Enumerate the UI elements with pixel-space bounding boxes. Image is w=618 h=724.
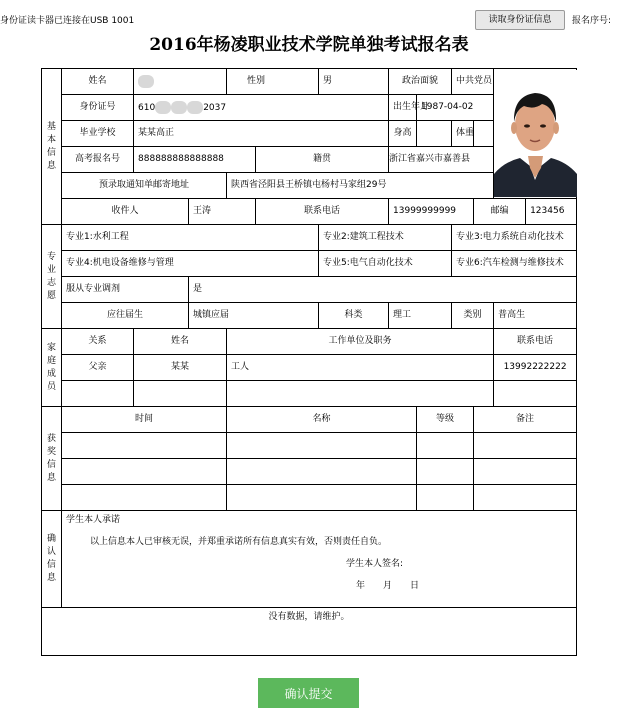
politics-label: 政治面貌 — [389, 69, 452, 95]
award-row — [42, 433, 577, 459]
device-status-text: 身份证读卡器已连接在USB 1001 — [0, 16, 135, 26]
award-name[interactable] — [227, 485, 417, 511]
mailing-address-value[interactable]: 陕西省泾阳县王桥镇屯杨村马家组29号 — [227, 173, 494, 199]
award-time[interactable] — [62, 485, 227, 511]
commitment-heading: 学生本人承诺 — [66, 515, 121, 525]
major-2[interactable]: 专业2:建筑工程技术 — [319, 225, 452, 251]
school-value[interactable]: 某某高正 — [134, 121, 389, 147]
gender-label: 性别 — [227, 69, 319, 95]
id-number-value[interactable]: 610 2037 — [134, 95, 389, 121]
family-workplace[interactable] — [227, 381, 494, 407]
family-name[interactable]: 某某 — [134, 355, 227, 381]
postcode-value[interactable]: 123456 — [526, 199, 577, 225]
height-label: 身高 — [389, 121, 417, 147]
gender-value[interactable]: 男 — [319, 69, 389, 95]
read-id-card-button[interactable]: 读取身份证信息 — [475, 10, 565, 30]
family-header-relation: 关系 — [62, 329, 134, 355]
subject-type-value[interactable]: 理工 — [389, 303, 452, 329]
height-value[interactable] — [417, 121, 452, 147]
major-6[interactable]: 专业6:汽车检测与维修技术 — [452, 251, 577, 277]
family-header-workplace: 工作单位及职务 — [227, 329, 494, 355]
awards-header-time: 时间 — [62, 407, 227, 433]
awards-header-name: 名称 — [227, 407, 417, 433]
major-5[interactable]: 专业5:电气自动化技术 — [319, 251, 452, 277]
report-number-label: 报名序号: — [572, 16, 612, 26]
awards-header-remark: 备注 — [474, 407, 577, 433]
confirm-submit-button[interactable]: 确认提交 — [258, 678, 359, 708]
student-photo-image — [494, 70, 577, 197]
native-place-value[interactable]: 浙江省嘉兴市嘉善县 — [389, 147, 494, 173]
student-category-value[interactable]: 普高生 — [494, 303, 577, 329]
receiver-label: 收件人 — [62, 199, 189, 225]
section-awards: 获奖信息 — [42, 407, 62, 511]
major-adjust-label: 服从专业调剂 — [62, 277, 189, 303]
fresh-graduate-value[interactable]: 城镇应届 — [189, 303, 319, 329]
major-4[interactable]: 专业4:机电设备维修与管理 — [62, 251, 319, 277]
subject-type-label: 科类 — [319, 303, 389, 329]
signature-date: 年 月 日 — [356, 581, 420, 591]
name-label: 姓名 — [62, 69, 134, 95]
family-header-phone: 联系电话 — [494, 329, 577, 355]
section-major-choice: 专业志愿 — [42, 225, 62, 329]
award-time[interactable] — [62, 459, 227, 485]
section-confirmation: 确认信息 — [42, 511, 62, 608]
family-relation[interactable] — [62, 381, 134, 407]
award-level[interactable] — [417, 433, 474, 459]
contact-phone-value[interactable]: 13999999999 — [389, 199, 474, 225]
exam-number-value[interactable]: 888888888888888 — [134, 147, 256, 173]
section-family-members: 家庭成员 — [42, 329, 62, 407]
registration-form — [41, 68, 577, 656]
award-level[interactable] — [417, 459, 474, 485]
family-phone[interactable]: 13992222222 — [494, 355, 577, 381]
id-photo — [494, 69, 577, 199]
award-row — [42, 459, 577, 485]
native-place-label: 籍贯 — [256, 147, 389, 173]
weight-value[interactable] — [474, 121, 494, 147]
award-remark[interactable] — [474, 433, 577, 459]
fresh-graduate-label: 应往届生 — [62, 303, 189, 329]
id-redaction-3 — [187, 101, 203, 114]
award-remark[interactable] — [474, 485, 577, 511]
commitment-statement: 以上信息本人已审核无误，并郑重承诺所有信息真实有效，否则责任自负。 — [90, 537, 388, 547]
family-phone[interactable] — [494, 381, 577, 407]
postcode-label: 邮编 — [474, 199, 526, 225]
confirmation-block — [62, 511, 577, 608]
id-redaction-2 — [171, 101, 187, 114]
family-name[interactable] — [134, 381, 227, 407]
exam-number-label: 高考报名号 — [62, 147, 134, 173]
receiver-value[interactable]: 王涛 — [189, 199, 256, 225]
school-label: 毕业学校 — [62, 121, 134, 147]
award-level[interactable] — [417, 485, 474, 511]
mailing-address-label: 预录取通知单邮寄地址 — [62, 173, 227, 199]
no-data-notice: 没有数据，请维护。 — [42, 608, 577, 656]
section-basic-info: 基本信息 — [42, 69, 62, 225]
name-redaction — [138, 75, 154, 88]
signature-label: 学生本人签名: — [346, 559, 404, 569]
id-number-label: 身份证号 — [62, 95, 134, 121]
politics-value[interactable]: 中共党员 — [452, 69, 494, 95]
family-workplace[interactable]: 工人 — [227, 355, 494, 381]
major-adjust-value[interactable]: 是 — [189, 277, 577, 303]
family-row — [42, 381, 577, 407]
awards-header-level: 等级 — [417, 407, 474, 433]
birth-value[interactable]: 1987-04-02 — [417, 95, 494, 121]
award-remark[interactable] — [474, 459, 577, 485]
page-title: 2016年杨凌职业技术学院单独考试报名表 — [149, 35, 469, 55]
family-relation[interactable]: 父亲 — [62, 355, 134, 381]
contact-phone-label: 联系电话 — [256, 199, 389, 225]
major-1[interactable]: 专业1:水利工程 — [62, 225, 319, 251]
award-time[interactable] — [62, 433, 227, 459]
student-category-label: 类别 — [452, 303, 494, 329]
award-name[interactable] — [227, 433, 417, 459]
id-redaction — [155, 101, 171, 114]
name-value[interactable] — [134, 69, 227, 95]
major-3[interactable]: 专业3:电力系统自动化技术 — [452, 225, 577, 251]
birth-label: 出生年月 — [389, 95, 417, 121]
weight-label: 体重 — [452, 121, 474, 147]
family-header-name: 姓名 — [134, 329, 227, 355]
award-row — [42, 485, 577, 511]
family-row — [42, 355, 577, 381]
award-name[interactable] — [227, 459, 417, 485]
